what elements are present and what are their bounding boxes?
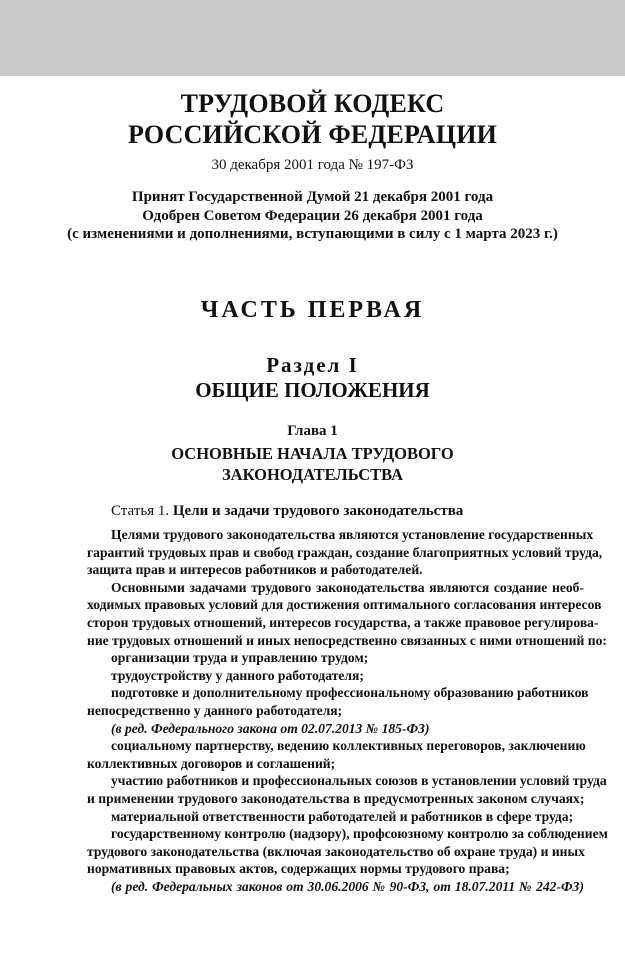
amendment-note: (в ред. Федеральных законов от 30.06.2006 № 90-ФЗ, от 18.07.2011 № 242-ФЗ) (111, 878, 584, 894)
body-line: участию работников и профессиональных союзов в установлении условий труда (111, 773, 607, 789)
chapter-title-line-1: ОСНОВНЫЕ НАЧАЛА ТРУДОВОГО (171, 444, 454, 463)
adoption-line-duma: Принят Государственной Думой 21 декабря 2001 года (131, 189, 494, 205)
adoption-line-amendments: (с изменениями и дополнениями, вступающими в силу с 1 марта 2023 г.) (67, 226, 558, 242)
body-line: сторон трудовых отношений, интересов государства, а также правовое регулирова- (87, 614, 599, 630)
article-title: Цели и задачи трудового законодательства (172, 503, 464, 519)
top-gray-band (0, 0, 625, 76)
body-line: ние трудовых отношений и иных непосредственно связанных с ними отношений по: (87, 632, 607, 648)
document-title (0, 88, 625, 150)
section-title: ОБЩИЕ ПОЛОЖЕНИЯ (195, 378, 430, 402)
document-date-number: 30 декабря 2001 года № 197-ФЗ (211, 157, 414, 173)
adoption-line-council: Одобрен Советом Федерации 26 декабря 2001 года (142, 207, 483, 224)
body-line: нормативных правовых актов, содержащих нормы трудового права; (87, 861, 510, 877)
body-line: трудоустройству у данного работодателя; (111, 667, 364, 683)
article-heading (111, 502, 463, 520)
body-line: коллективных договоров и соглашений; (87, 755, 336, 771)
title-line-1: ТРУДОВОЙ КОДЕКС (180, 89, 445, 118)
body-line: Целями трудового законодательства являются установление государственных (111, 527, 594, 542)
part-title: ЧАСТЬ ПЕРВАЯ (200, 297, 425, 323)
body-line: трудового законодательства (включая законодательство об охране труда) и иных (87, 843, 585, 859)
body-line: материальной ответственности работодателей и работников в сфере труда; (111, 808, 574, 824)
body-line: непосредственно у данного работодателя; (87, 702, 343, 718)
body-line: организации труда и управлению трудом; (111, 650, 369, 666)
article-body (87, 526, 608, 895)
body-line: ходимых правовых условий для достижения оптимального согласования интересов (87, 597, 602, 613)
adoption-info (0, 188, 625, 244)
chapter-number: Глава 1 (287, 423, 338, 439)
body-line: подготовке и дополнительному профессиональному образованию работников (111, 685, 589, 701)
title-line-2: РОССИЙСКОЙ ФЕДЕРАЦИИ (127, 120, 498, 149)
article-number: Статья 1. (111, 503, 170, 519)
body-line: и применении трудового законодательства в предусмотренных законом случаях; (87, 790, 585, 806)
body-line: социальному партнерству, ведению коллективных переговоров, заключению (111, 738, 586, 754)
chapter-title (0, 443, 625, 485)
body-line: Основными задачами трудового законодательства являются создание необ- (111, 579, 584, 595)
section-number: Раздел I (266, 353, 359, 377)
body-line: гарантий трудовых прав и свобод граждан, создание благоприятных условий труда, (87, 544, 603, 560)
amendment-note: (в ред. Федерального закона от 02.07.2013 № 185-ФЗ) (111, 720, 430, 736)
body-line: защита прав и интересов работников и работодателей. (87, 562, 423, 578)
body-line: государственному контролю (надзору), профсоюзному контролю за соблюдением (111, 826, 608, 842)
chapter-title-line-2: ЗАКОНОДАТЕЛЬСТВА (221, 465, 404, 484)
